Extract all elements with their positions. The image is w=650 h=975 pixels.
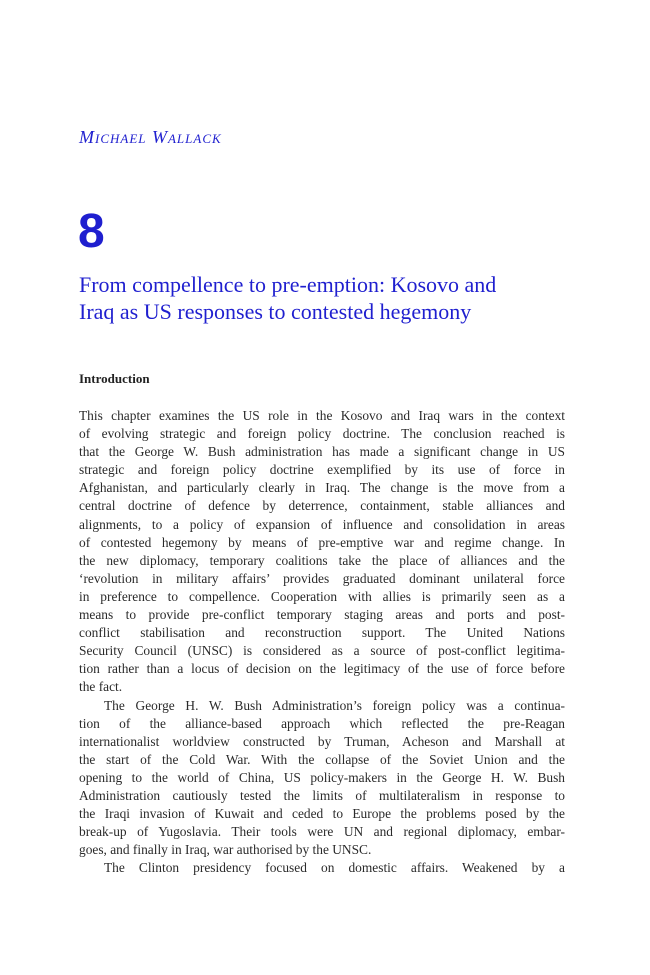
paragraph <box>79 859 565 877</box>
chapter-title-line: From compellence to pre-emption: Kosovo and <box>79 272 497 297</box>
chapter-title <box>79 271 579 325</box>
body-text <box>79 407 565 877</box>
chapter-number: 8 <box>78 205 105 258</box>
text-line: The Clinton presidency focused on domestic affairs. Weakened by a <box>104 860 565 876</box>
text-line: Security Council (UNSC) is considered as a source of post-conflict legitima- <box>79 643 565 659</box>
paragraph <box>79 697 565 860</box>
text-line: tion of the alliance-based approach which reflected the pre-Reagan <box>79 715 565 731</box>
text-line: conflict stabilisation and reconstruction support. The United Nations <box>79 625 565 641</box>
text-line: tion rather than a locus of decision on the legitimacy of the use of force before <box>79 661 565 677</box>
chapter-author: Michael Wallack <box>79 127 222 147</box>
text-line: the new diplomacy, temporary coalitions take the place of alliances and the <box>79 552 565 568</box>
section-heading: Introduction <box>79 371 150 386</box>
text-line: the Iraqi invasion of Kuwait and ceded to Europe the problems posed by the <box>79 806 565 822</box>
text-line: strategic and foreign policy doctrine exemplified by its use of force in <box>79 462 565 478</box>
paragraph <box>79 407 565 697</box>
text-line: opening to the world of China, US policy-makers in the George H. W. Bush <box>79 769 565 785</box>
text-line: means to provide pre-conflict temporary staging areas and ports and post- <box>79 607 565 623</box>
text-line: ‘revolution in military affairs’ provides graduated dominant unilateral force <box>79 570 565 586</box>
text-line: This chapter examines the US role in the Kosovo and Iraq wars in the context <box>79 408 565 423</box>
text-line: goes, and finally in Iraq, war authorised by the UNSC. <box>79 842 372 858</box>
chapter-title-line: Iraq as US responses to contested hegemony <box>79 299 472 324</box>
text-line: in preference to compellence. Cooperation with allies is primarily seen as a <box>79 588 565 604</box>
text-line: of evolving strategic and foreign policy doctrine. The conclusion reached is <box>79 426 565 442</box>
text-line: the start of the Cold War. With the collapse of the Soviet Union and the <box>79 751 565 767</box>
text-line: internationalist worldview constructed by Truman, Acheson and Marshall at <box>79 733 565 749</box>
text-line: Afghanistan, and particularly clearly in Iraq. The change is the move from a <box>79 480 565 496</box>
text-line: alignments, to a policy of expansion of influence and consolidation in areas <box>79 516 565 532</box>
text-line: central doctrine of defence by deterrence, containment, stable alliances and <box>79 498 565 514</box>
text-line: Administration cautiously tested the limits of multilateralism in response to <box>79 787 565 803</box>
text-line: the fact. <box>79 679 123 695</box>
text-line: break-up of Yugoslavia. Their tools were UN and regional diplomacy, embar- <box>79 824 565 840</box>
text-line: The George H. W. Bush Administration’s foreign policy was a continua- <box>104 697 565 713</box>
text-line: of contested hegemony by means of pre-emptive war and regime change. In <box>79 534 565 550</box>
text-line: that the George W. Bush administration has made a significant change in US <box>79 444 565 460</box>
